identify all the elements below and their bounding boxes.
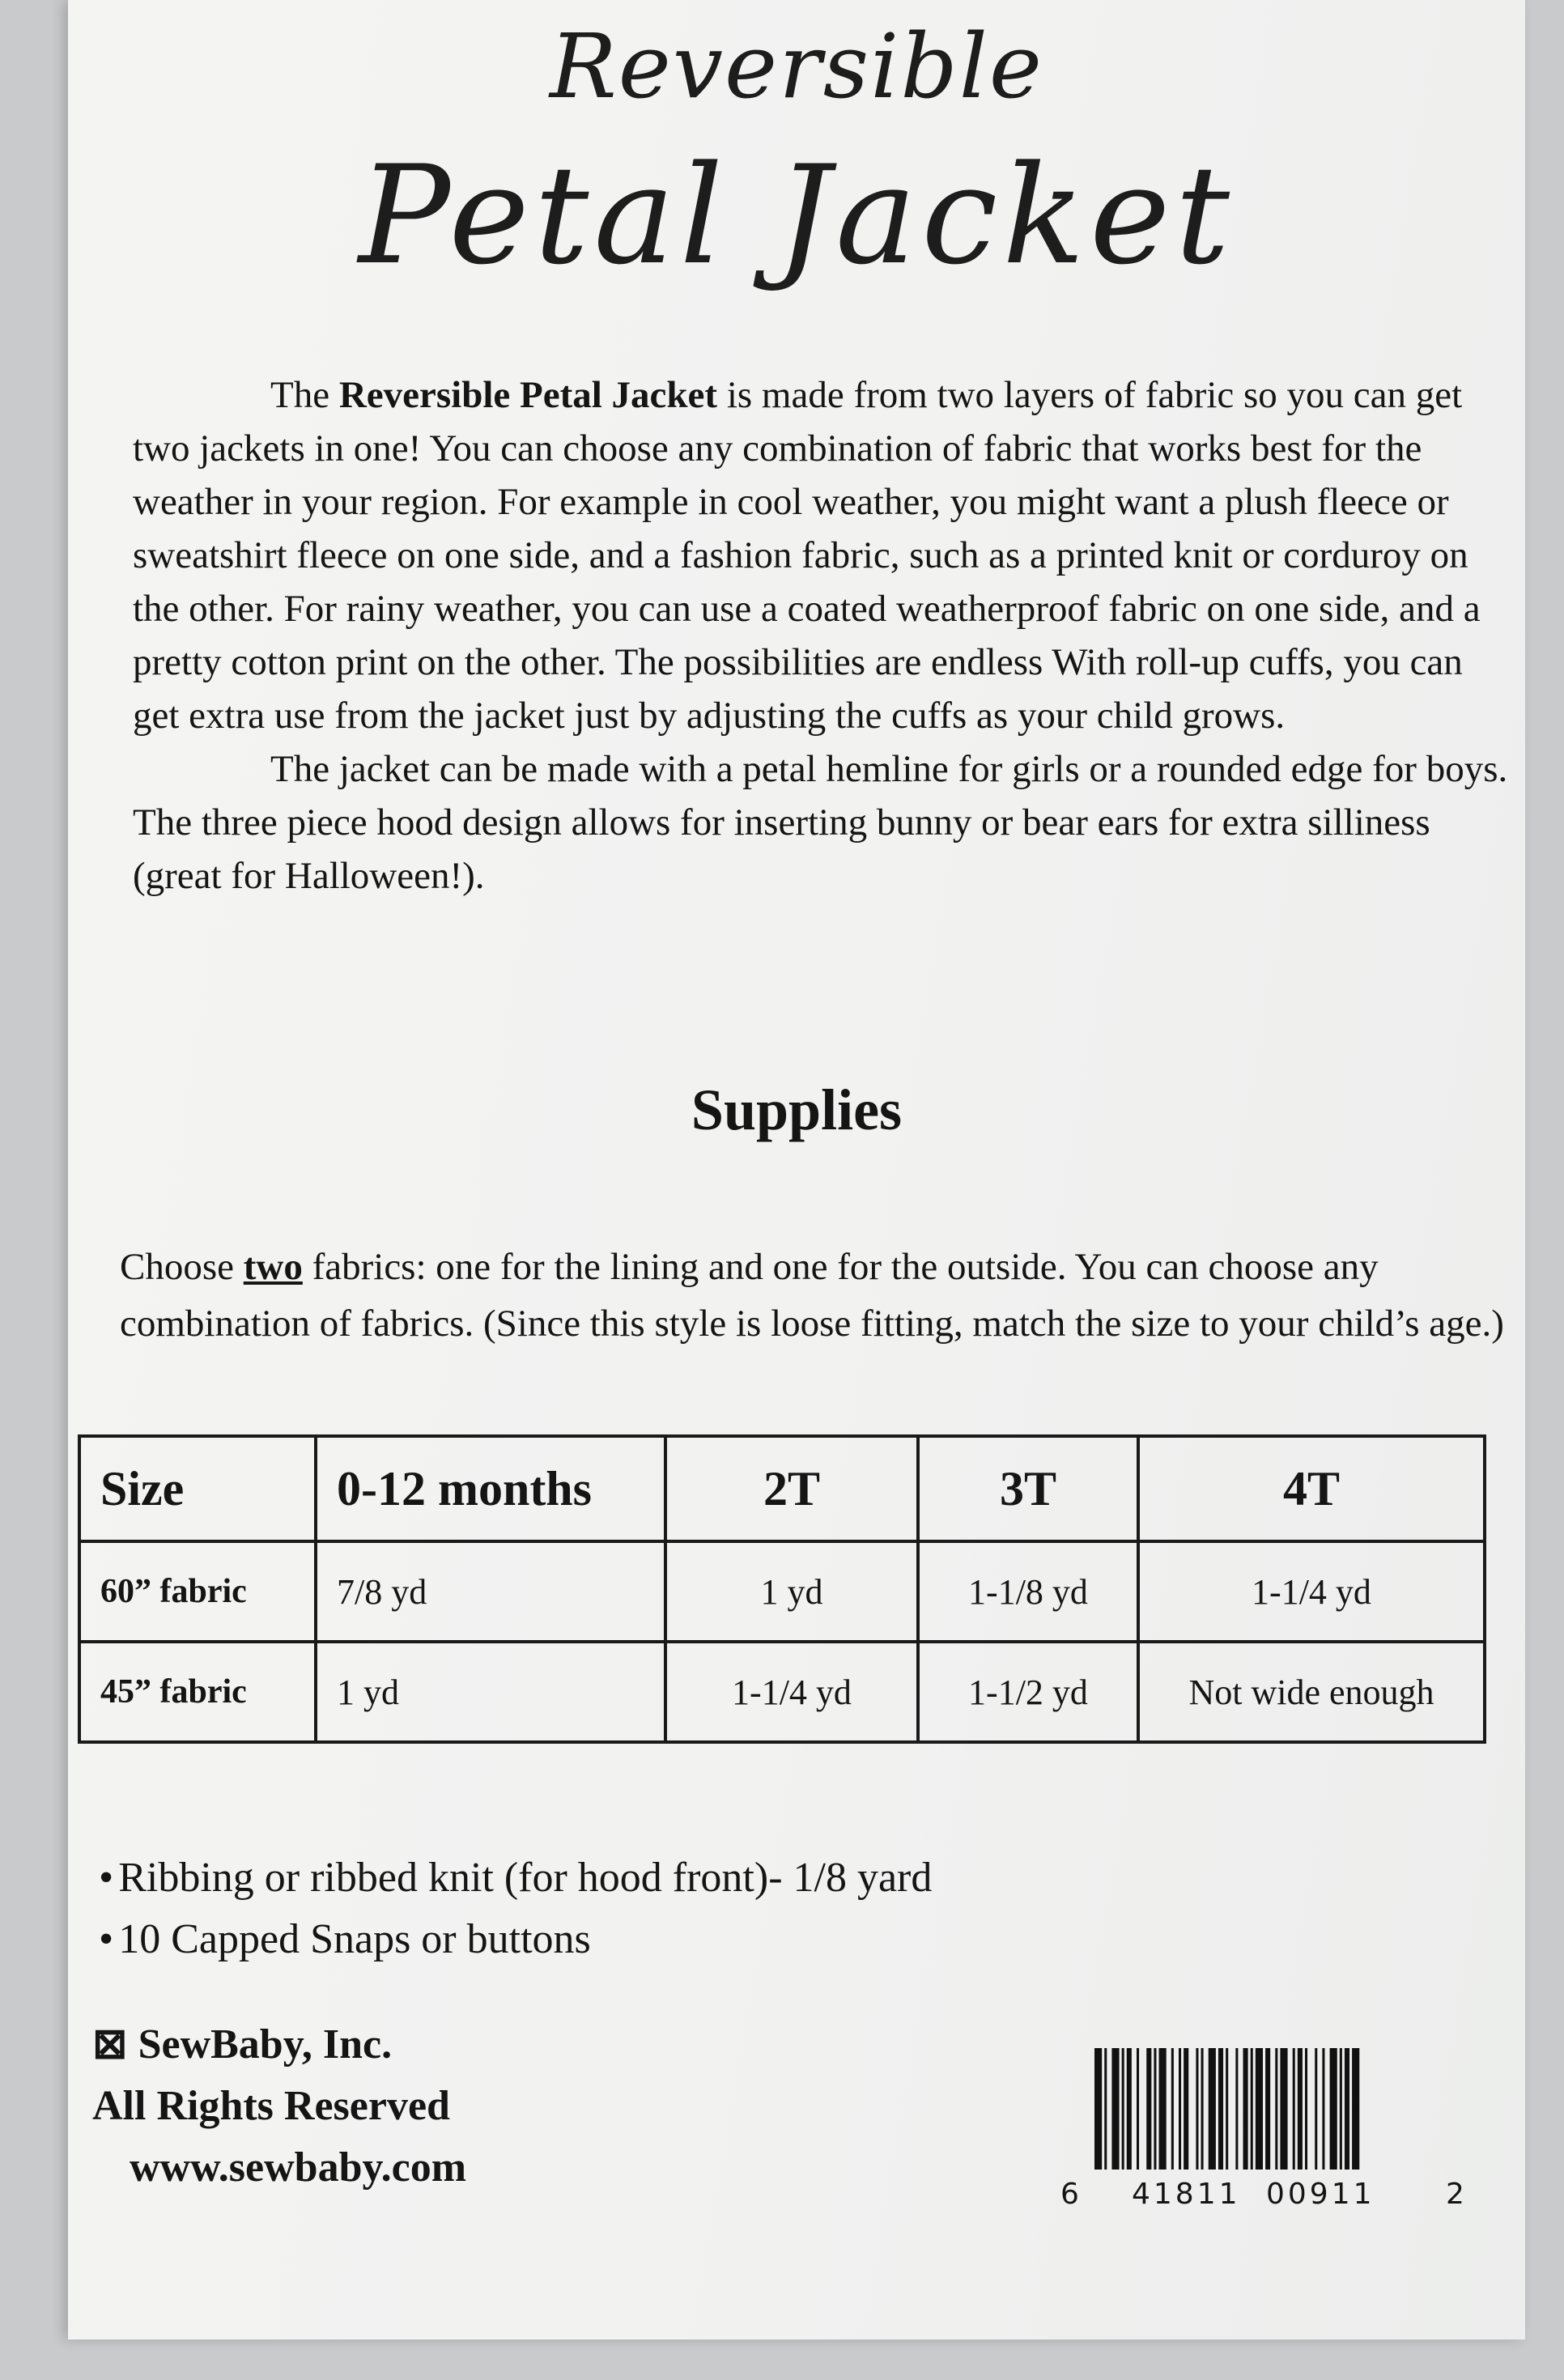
barcode-bar <box>1196 2048 1198 2170</box>
barcode-bar <box>1094 2048 1102 2170</box>
list-item: • 10 Capped Snaps or buttons <box>99 1909 932 1970</box>
list-item: • Ribbing or ribbed knit (for hood front)- 1/8 yard <box>99 1847 932 1909</box>
intro-paragraph-2: The jacket can be made with a petal hemline for girls or a rounded edge for boys. The three piece hood design allows for inserting bunny or bear ears for extra silliness (great for Halloween!). <box>133 748 1508 897</box>
website-link[interactable]: www.sewbaby.com <box>130 2144 467 2191</box>
barcode-bar <box>1235 2048 1238 2170</box>
barcode-bar <box>1251 2048 1253 2170</box>
barcode-bar <box>1146 2048 1151 2170</box>
barcode-bar <box>1209 2048 1216 2170</box>
emphasis-two: two <box>243 1246 303 1288</box>
upc-barcode <box>1026 2048 1480 2218</box>
product-name: Reversible Petal Jacket <box>338 374 718 416</box>
header-size: Size <box>79 1436 316 1541</box>
barcode-digit-right: 2 <box>1446 2178 1468 2211</box>
fabric-instructions: Choose two fabrics: one for the lining and one for the outside. You can choose any combination of fabrics. (Since this style is loose fitting, match the size to your child’s age.) <box>120 1246 1504 1345</box>
barcode-bar <box>1104 2048 1107 2170</box>
barcode-group-1: 41811 <box>1132 2178 1241 2211</box>
row-label-45-fabric: 45” fabric <box>79 1642 316 1742</box>
barcode-bar <box>1352 2048 1359 2170</box>
barcode-bar <box>1345 2048 1349 2170</box>
barcode-bar <box>1179 2048 1181 2170</box>
barcode-bar <box>1171 2048 1174 2170</box>
table-cell: Not wide enough <box>1138 1642 1485 1742</box>
barcode-bar <box>1111 2048 1119 2170</box>
table-cell: 1 yd <box>665 1541 918 1642</box>
barcode-bar <box>1265 2048 1270 2170</box>
pattern-back-cover <box>68 0 1525 2340</box>
barcode-bar <box>1340 2048 1342 2170</box>
header-3t: 3T <box>918 1436 1138 1541</box>
table-row <box>79 1642 1485 1742</box>
barcode-bar <box>1305 2048 1307 2170</box>
barcode-bar <box>1226 2048 1228 2170</box>
copyright-line: ⊠ SewBaby, Inc. <box>92 2021 393 2068</box>
barcode-bars <box>1094 2048 1548 2170</box>
barcode-bar <box>1293 2048 1295 2170</box>
header-4t: 4T <box>1138 1436 1485 1541</box>
barcode-bar <box>1322 2048 1324 2170</box>
barcode-bar <box>1280 2048 1287 2170</box>
barcode-digit-left: 6 <box>1060 2178 1082 2211</box>
barcode-bar <box>1127 2048 1132 2170</box>
table-cell: 1-1/4 yd <box>665 1642 918 1742</box>
barcode-bar <box>1256 2048 1263 2170</box>
header-2t: 2T <box>665 1436 918 1541</box>
table-header-row <box>79 1436 1485 1541</box>
barcode-bar <box>1298 2048 1303 2170</box>
intro-text <box>133 368 1509 903</box>
supplies-heading: Supplies <box>691 1077 903 1142</box>
table-cell: 1-1/4 yd <box>1138 1541 1485 1642</box>
barcode-bar <box>1218 2048 1223 2170</box>
rights-line: All Rights Reserved <box>92 2083 450 2129</box>
table-cell: 1-1/2 yd <box>918 1642 1138 1742</box>
barcode-bar <box>1122 2048 1124 2170</box>
barcode-bar <box>1137 2048 1139 2170</box>
table-cell: 1-1/8 yd <box>918 1541 1138 1642</box>
table-cell: 7/8 yd <box>316 1541 665 1642</box>
extra-supplies-list <box>99 1847 932 1970</box>
table-cell: 1 yd <box>316 1642 665 1742</box>
title-petal-jacket: Petal Jacket <box>358 136 1235 295</box>
header-0-12-months: 0-12 months <box>316 1436 665 1541</box>
barcode-group-2: 00911 <box>1266 2178 1375 2211</box>
table-row <box>79 1541 1485 1642</box>
barcode-bar <box>1184 2048 1188 2170</box>
row-label-60-fabric: 60” fabric <box>79 1541 316 1642</box>
barcode-bar <box>1315 2048 1317 2170</box>
barcode-bar <box>1243 2048 1248 2170</box>
fabric-size-table <box>78 1434 1486 1744</box>
barcode-bar <box>1159 2048 1167 2170</box>
intro-paragraph-1: The Reversible Petal Jacket is made from two layers of fabric so you can get two jackets in one! You can choose any combination of fabric that works best for the weather in your region. For example in cool weather, you might want a plush fleece or sweatshirt fleece on one side, and a fashion fabric, such as a printed knit or corduroy on the other. For rainy weather, you can use a coated weatherproof fabric on one side, and a pretty cotton print on the other. The possibilities are endless With roll-up cuffs, you can get extra use from the jacket just by adjusting the cuffs as your child grows. <box>133 374 1481 737</box>
barcode-bar <box>1275 2048 1277 2170</box>
barcode-bar <box>1330 2048 1337 2170</box>
title-reversible: Reversible <box>549 15 1044 118</box>
barcode-bar <box>1201 2048 1204 2170</box>
publisher-footer <box>92 2014 466 2199</box>
barcode-bar <box>1154 2048 1156 2170</box>
